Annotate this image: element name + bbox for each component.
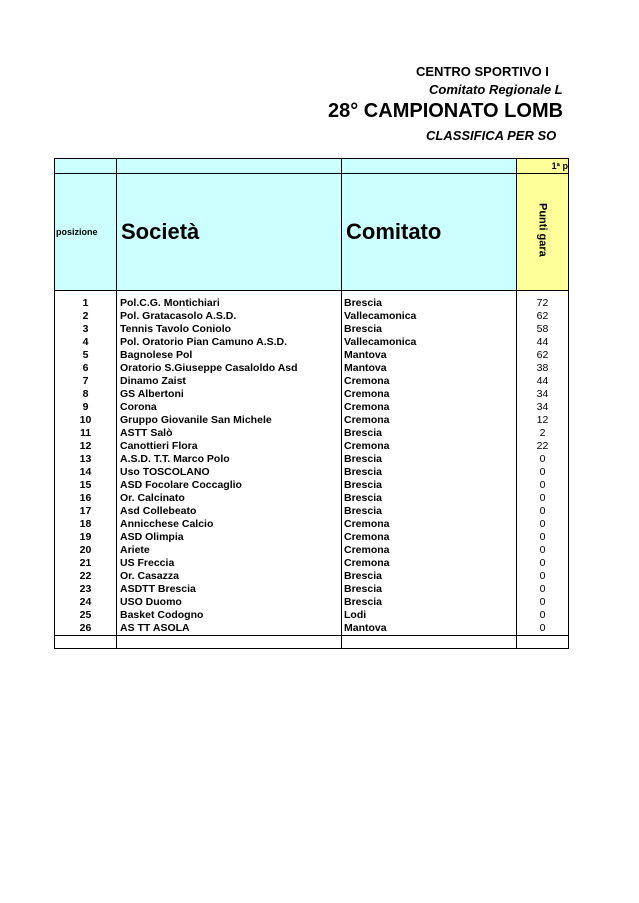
rank-cell: 17 [55,505,117,518]
table-row [55,427,569,440]
table-row [55,583,569,596]
comitato-cell: Brescia [342,596,517,609]
championship-title: 28° CAMPIONATO LOMB [328,100,564,122]
table-row [55,440,569,453]
round-header-empty-cell [117,159,342,174]
societa-cell: Basket Codogno [117,609,342,622]
comitato-cell: Brescia [342,466,517,479]
societa-cell: ASD Olimpia [117,531,342,544]
societa-cell: Canottieri Flora [117,440,342,453]
rank-cell: 21 [55,557,117,570]
societa-cell: USO Duomo [117,596,342,609]
rank-cell: 5 [55,349,117,362]
societa-cell: Bagnolese Pol [117,349,342,362]
rank-cell: 19 [55,531,117,544]
round-header-row [55,159,569,174]
punti-cell: 0 [517,570,569,583]
table-row [55,414,569,427]
rank-cell: 23 [55,583,117,596]
closing-cell [342,636,517,649]
rank-cell: 11 [55,427,117,440]
table-row [55,544,569,557]
punti-cell: 0 [517,596,569,609]
table-row [55,622,569,636]
header-punti-gara [517,174,569,291]
societa-cell: Dinamo Zaist [117,375,342,388]
societa-cell: ASDTT Brescia [117,583,342,596]
closing-cell [117,636,342,649]
punti-cell: 0 [517,583,569,596]
table-row [55,388,569,401]
comitato-cell: Brescia [342,427,517,440]
punti-cell: 0 [517,622,569,636]
punti-cell: 22 [517,440,569,453]
rank-cell: 4 [55,336,117,349]
societa-cell: Pol.C.G. Montichiari [117,297,342,310]
punti-cell: 0 [517,531,569,544]
table-row [55,310,569,323]
societa-cell: Ariete [117,544,342,557]
table-row [55,557,569,570]
rank-cell: 14 [55,466,117,479]
table-row [55,453,569,466]
table-row [55,570,569,583]
punti-cell: 0 [517,492,569,505]
round-header-empty-cell [55,159,117,174]
punti-cell: 0 [517,479,569,492]
table-row [55,609,569,622]
comitato-cell: Cremona [342,531,517,544]
societa-cell: Or. Calcinato [117,492,342,505]
table-row [55,466,569,479]
comitato-cell: Vallecamonica [342,310,517,323]
societa-cell: ASD Focolare Coccaglio [117,479,342,492]
rank-cell: 22 [55,570,117,583]
header-posizione: posizione [55,174,117,291]
punti-cell: 44 [517,336,569,349]
punti-cell: 34 [517,388,569,401]
societa-cell: A.S.D. T.T. Marco Polo [117,453,342,466]
comitato-cell: Brescia [342,583,517,596]
punti-cell: 0 [517,544,569,557]
societa-cell: Corona [117,401,342,414]
comitato-cell: Mantova [342,362,517,375]
comitato-cell: Brescia [342,492,517,505]
table-row [55,505,569,518]
rank-cell: 6 [55,362,117,375]
rank-cell: 10 [55,414,117,427]
punti-cell: 0 [517,466,569,479]
comitato-cell: Brescia [342,570,517,583]
societa-cell: US Freccia [117,557,342,570]
punti-cell: 38 [517,362,569,375]
comitato-cell: Brescia [342,479,517,492]
comitato-cell: Cremona [342,557,517,570]
societa-cell: Gruppo Giovanile San Michele [117,414,342,427]
rank-cell: 12 [55,440,117,453]
punti-cell: 0 [517,453,569,466]
punti-cell: 0 [517,505,569,518]
column-header-row [55,174,569,291]
table-row [55,401,569,414]
societa-cell: AS TT ASOLA [117,622,342,636]
comitato-cell: Mantova [342,349,517,362]
punti-cell: 0 [517,609,569,622]
rank-cell: 3 [55,323,117,336]
ranking-table [54,158,569,649]
punti-cell: 12 [517,414,569,427]
punti-cell: 62 [517,310,569,323]
rank-cell: 9 [55,401,117,414]
societa-cell: GS Albertoni [117,388,342,401]
punti-cell: 34 [517,401,569,414]
punti-cell: 72 [517,297,569,310]
committee-name: Comitato Regionale L [429,82,563,97]
comitato-cell: Brescia [342,453,517,466]
rank-cell: 26 [55,622,117,636]
table-row [55,336,569,349]
rank-cell: 25 [55,609,117,622]
comitato-cell: Cremona [342,375,517,388]
ranking-subtitle: CLASSIFICA PER SO [426,128,557,143]
comitato-cell: Lodi [342,609,517,622]
punti-cell: 0 [517,557,569,570]
comitato-cell: Cremona [342,544,517,557]
comitato-cell: Cremona [342,518,517,531]
punti-cell: 2 [517,427,569,440]
table-row [55,479,569,492]
societa-cell: Pol. Gratacasolo A.S.D. [117,310,342,323]
rank-cell: 24 [55,596,117,609]
comitato-cell: Brescia [342,323,517,336]
rank-cell: 1 [55,297,117,310]
rank-cell: 8 [55,388,117,401]
comitato-cell: Brescia [342,505,517,518]
round-header-empty-cell [342,159,517,174]
header-punti-gara-label: Punti gara [536,202,549,257]
closing-cell [517,636,569,649]
rank-cell: 7 [55,375,117,388]
rank-cell: 2 [55,310,117,323]
table-row [55,297,569,310]
societa-cell: Pol. Oratorio Pian Camuno A.S.D. [117,336,342,349]
comitato-cell: Brescia [342,297,517,310]
rank-cell: 18 [55,518,117,531]
punti-cell: 44 [517,375,569,388]
rank-cell: 16 [55,492,117,505]
closing-cell [55,636,117,649]
societa-cell: Asd Collebeato [117,505,342,518]
comitato-cell: Cremona [342,440,517,453]
header-comitato: Comitato [342,174,517,291]
societa-cell: Annicchese Calcio [117,518,342,531]
punti-cell: 58 [517,323,569,336]
organization-name: CENTRO SPORTIVO I [416,64,549,79]
table-row [55,362,569,375]
closing-row [55,636,569,649]
table-row [55,531,569,544]
table-row [55,518,569,531]
rank-cell: 13 [55,453,117,466]
societa-cell: Tennis Tavolo Coniolo [117,323,342,336]
header-societa: Società [117,174,342,291]
comitato-cell: Mantova [342,622,517,636]
table-row [55,492,569,505]
table-row [55,596,569,609]
table-row [55,375,569,388]
societa-cell: Or. Casazza [117,570,342,583]
societa-cell: ASTT Salò [117,427,342,440]
comitato-cell: Vallecamonica [342,336,517,349]
punti-cell: 0 [517,518,569,531]
societa-cell: Uso TOSCOLANO [117,466,342,479]
comitato-cell: Cremona [342,401,517,414]
table-row [55,323,569,336]
punti-cell: 62 [517,349,569,362]
comitato-cell: Cremona [342,414,517,427]
rank-cell: 20 [55,544,117,557]
rank-cell: 15 [55,479,117,492]
round-label: 1ª p [517,159,569,174]
societa-cell: Oratorio S.Giuseppe Casaloldo Asd [117,362,342,375]
comitato-cell: Cremona [342,388,517,401]
table-row [55,349,569,362]
